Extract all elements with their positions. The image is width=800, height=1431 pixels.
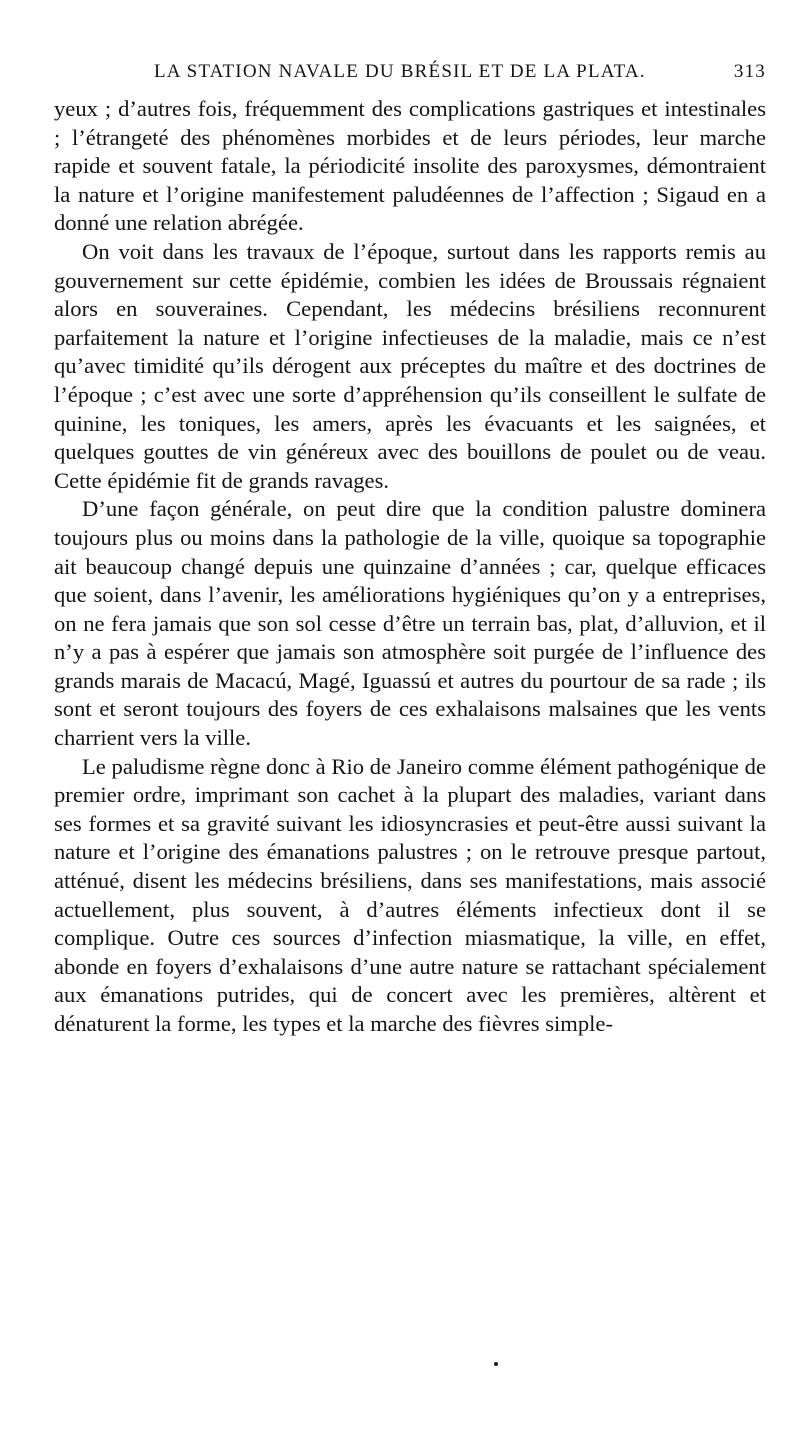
paragraph: Le paludisme règne donc à Rio de Janeiro comme élément pathogénique de premier ordre, imprimant son cachet à la plupart des maladies, variant dans ses formes et sa gravité suivant les idiosyncrasies et peut-être aussi suivant la nature et l’origine des émanations palustres ; on le retrouve presque partout, atténué, disent les médecins brésiliens, dans ses manifestations, mais associé actuellement, plus souvent, à d’autres éléments infectieux dont il se complique. Outre ces sources d’infection miasmatique, la ville, en effet, abonde en foyers d’exhalaisons d’une autre nature se rattachant spécialement aux émanations putrides, qui de concert avec les premières, altèrent et dénaturent la forme, les types et la marche des fièvres simple- [54,753,766,1036]
body-text [54,95,766,1039]
running-title: LA STATION NAVALE DU BRÉSIL ET DE LA PLATA. [154,61,646,82]
paragraph: yeux ; d’autres fois, fréquemment des complications gastriques et intestinales ; l’étrangeté des phénomènes morbides et de leurs périodes, leur marche rapide et souvent fatale, la périodicité insolite des paroxysmes, démontraient la nature et l’origine manifestement paludéennes de l’affection ; Sigaud en a donné une relation abrégée. [54,96,766,236]
paragraph: On voit dans les travaux de l’époque, surtout dans les rapports remis au gouvernement sur cette épidémie, combien les idées de Broussais régnaient alors en souveraines. Cependant, les médecins brésiliens reconnurent parfaitement la nature et l’origine infectieuses de la maladie, mais ce n’est qu’avec timidité qu’ils dérogent aux préceptes du maître et des doctrines de l’époque ; c’est avec une sorte d’appréhension qu’ils conseillent le sulfate de quinine, les toniques, les amers, après les évacuants et les saignées, et quelques gouttes de vin généreux avec des bouillons de poulet ou de veau. Cette épidémie fit de grands ravages. [54,238,766,493]
running-header [54,55,766,95]
printer-dot [494,1362,498,1366]
book-page [54,55,766,1039]
page-number: 313 [733,61,766,82]
paragraph: D’une façon générale, on peut dire que la condition palustre dominera toujours plus ou moins dans la pathologie de la ville, quoique sa topographie ait beaucoup changé depuis une quinzaine d’années ; car, quelque efficaces que soient, dans l’avenir, les améliorations hygiéniques qu’on y a entreprises, on ne fera jamais que son sol cesse d’être un terrain bas, plat, d’alluvion, et il n’y a pas à espérer que jamais son atmosphère soit purgée de l’influence des grands marais de Macacú, Magé, Iguassú et autres du pourtour de sa rade ; ils sont et seront toujours des foyers de ces exhalaisons malsaines que les vents charrient vers la ville. [54,496,766,751]
